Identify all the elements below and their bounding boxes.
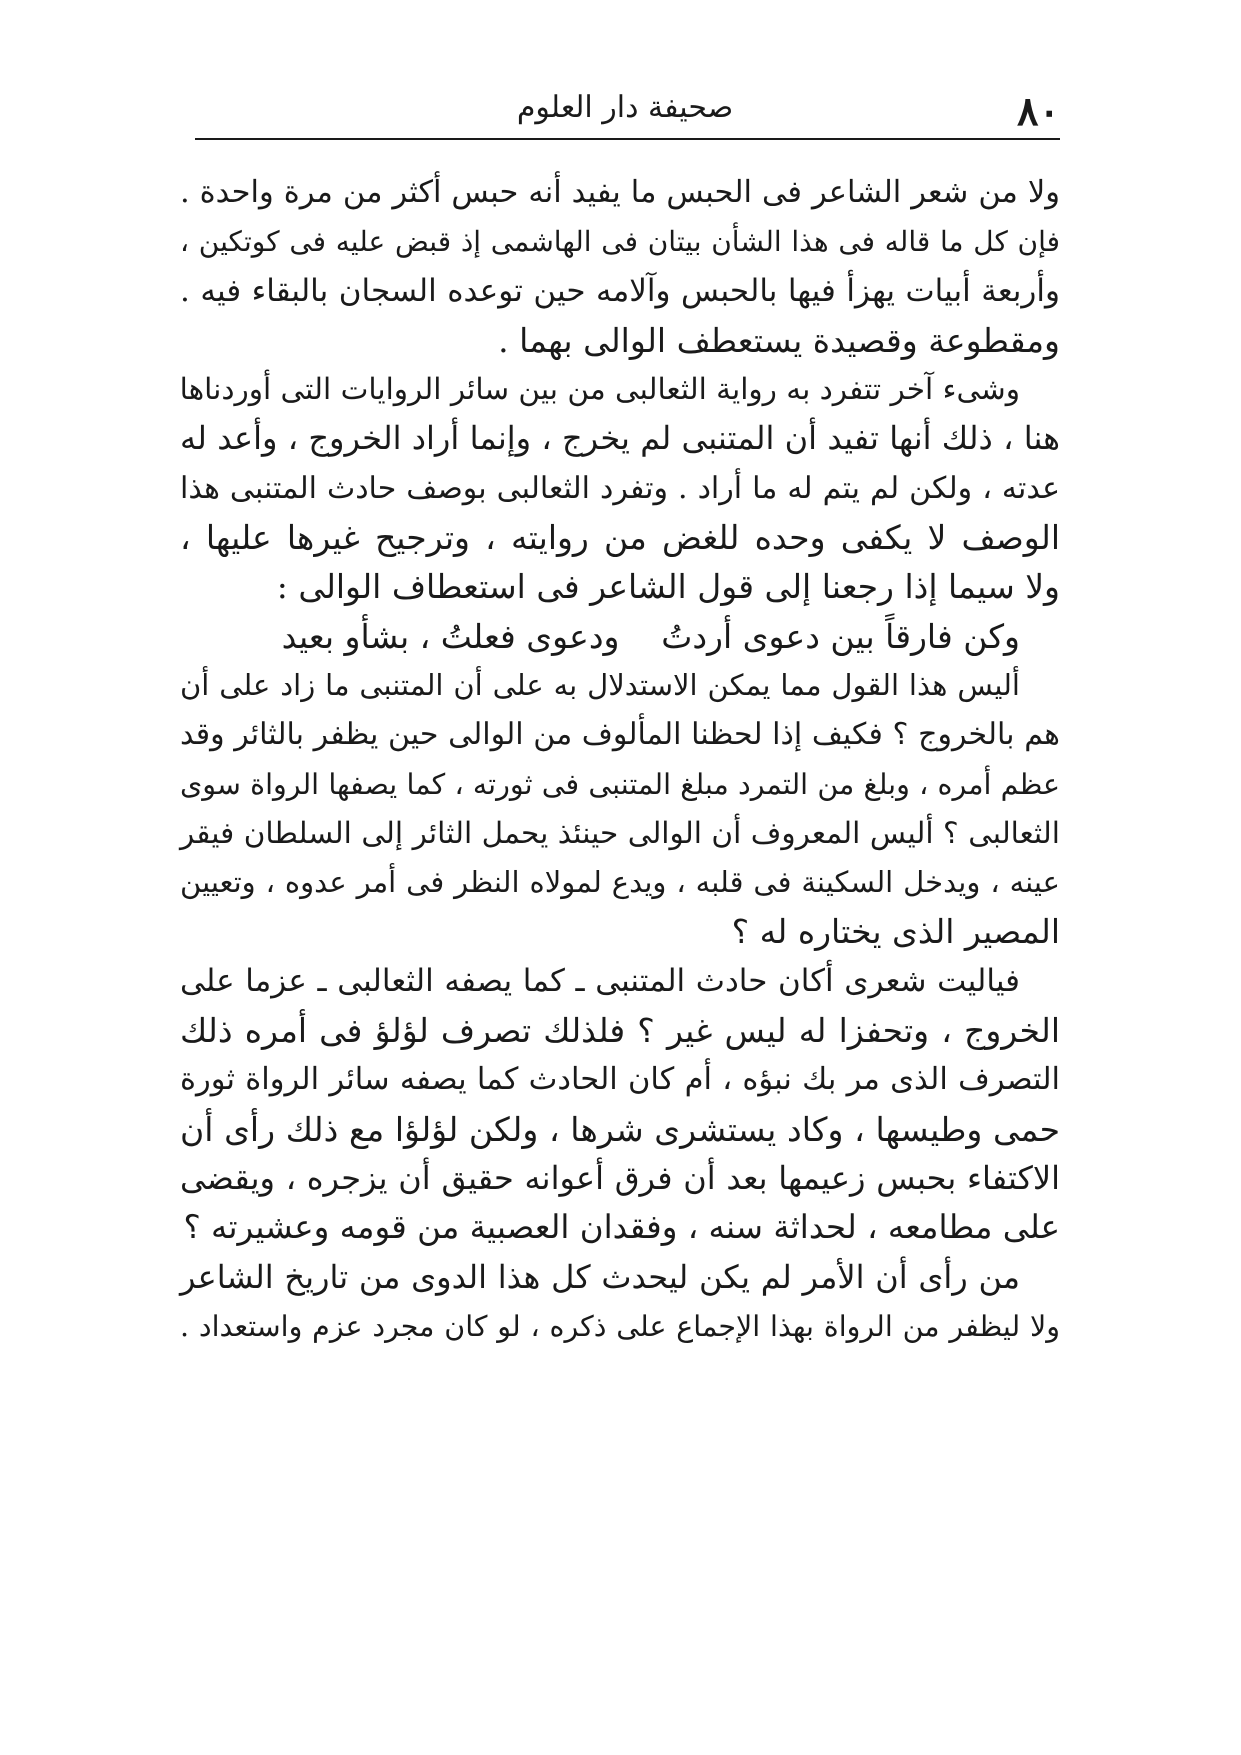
text-line: ولا سيما إذا رجعنا إلى قول الشاعر فى استعطاف الوالى : [276, 567, 1060, 607]
text-line: وشىء آخر تتفرد به رواية الثعالبى من بين سائر الروايات التى أوردناها [179, 372, 1020, 407]
text-line: الخروج ، وتحفزا له ليس غير ؟ فلذلك تصرف لؤلؤ فى أمره ذلك [180, 1011, 1060, 1051]
verse-second-hemistich: ودعوى فعلتُ ، بشأو بعيد [281, 616, 620, 656]
text-line: أليس هذا القول مما يمكن الاستدلال به على أن المتنبى ما زاد على أن [180, 667, 1020, 702]
text-line: عدته ، ولكن لم يتم له ما أراد . وتفرد الثعالبى بوصف حادث المتنبى هذا [180, 470, 1060, 506]
text-line: فياليت شعرى أكان حادث المتنبى ـ كما يصفه الثعالبى ـ عزما على [180, 962, 1020, 999]
text-line: عظم أمره ، وبلغ من التمرد مبلغ المتنبى فى ثورته ، كما يصفها الرواة سوى [180, 767, 1060, 801]
text-line: المصير الذى يختاره له ؟ [731, 912, 1060, 952]
text-line: هم بالخروج ؟ فكيف إذا لحظنا المألوف من الوالى حين يظفر بالثائر وقد [180, 717, 1060, 753]
running-title: صحيفة دار العلوم [516, 90, 734, 125]
text-line: وأربعة أبيات يهزأ فيها بالحبس وآلامه حين توعده السجان بالبقاء فيه . [180, 272, 1060, 309]
text-line: الاكتفاء بحبس زعيمها بعد أن فرق أعوانه حقيق أن يزجره ، ويقضى [180, 1158, 1060, 1197]
text-line: فإن كل ما قاله فى هذا الشأن بيتان فى الهاشمى إذ قبض عليه فى كوتكين ، [180, 225, 1060, 259]
text-line: التصرف الذى مر بك نبؤه ، أم كان الحادث كما يصفه سائر الرواة ثورة [180, 1062, 1060, 1098]
verse-first-hemistich: وكن فارقاً بين دعوى أردتُ [661, 616, 1020, 656]
text-line: عينه ، ويدخل السكينة فى قلبه ، ويدع لمولاه النظر فى أمر عدوه ، وتعيين [180, 865, 1060, 900]
text-line: حمى وطيسها ، وكاد يستشرى شرها ، ولكن لؤلؤا مع ذلك رأى أن [180, 1109, 1060, 1149]
page-number: ٨٠ [1017, 88, 1060, 135]
text-line: من رأى أن الأمر لم يكن ليحدث كل هذا الدوى من تاريخ الشاعر [180, 1257, 1020, 1296]
poetry-verse [180, 612, 1060, 661]
body-text [180, 168, 1060, 1351]
text-line: ومقطوعة وقصيدة يستعطف الوالى بهما . [498, 320, 1060, 360]
text-line: ولا ليظفر من الرواة بهذا الإجماع على ذكره ، لو كان مجرد عزم واستعداد . [180, 1309, 1060, 1343]
header-rule [195, 138, 1060, 140]
text-line: الوصف لا يكفى وحده للغض من روايته ، وترجيح غيرها عليها ، [180, 518, 1060, 558]
page-header [190, 78, 1060, 138]
text-line: على مطامعه ، لحداثة سنه ، وفقدان العصبية من قومه وعشيرته ؟ [183, 1208, 1060, 1247]
text-line: الثعالبى ؟ أليس المعروف أن الوالى حينئذ يحمل الثائر إلى السلطان فيقر [180, 815, 1060, 850]
text-line: ولا من شعر الشاعر فى الحبس ما يفيد أنه حبس أكثر من مرة واحدة . [180, 175, 1060, 210]
text-line: هنا ، ذلك أنها تفيد أن المتنبى لم يخرج ، وإنما أراد الخروج ، وأعد له [180, 419, 1061, 458]
